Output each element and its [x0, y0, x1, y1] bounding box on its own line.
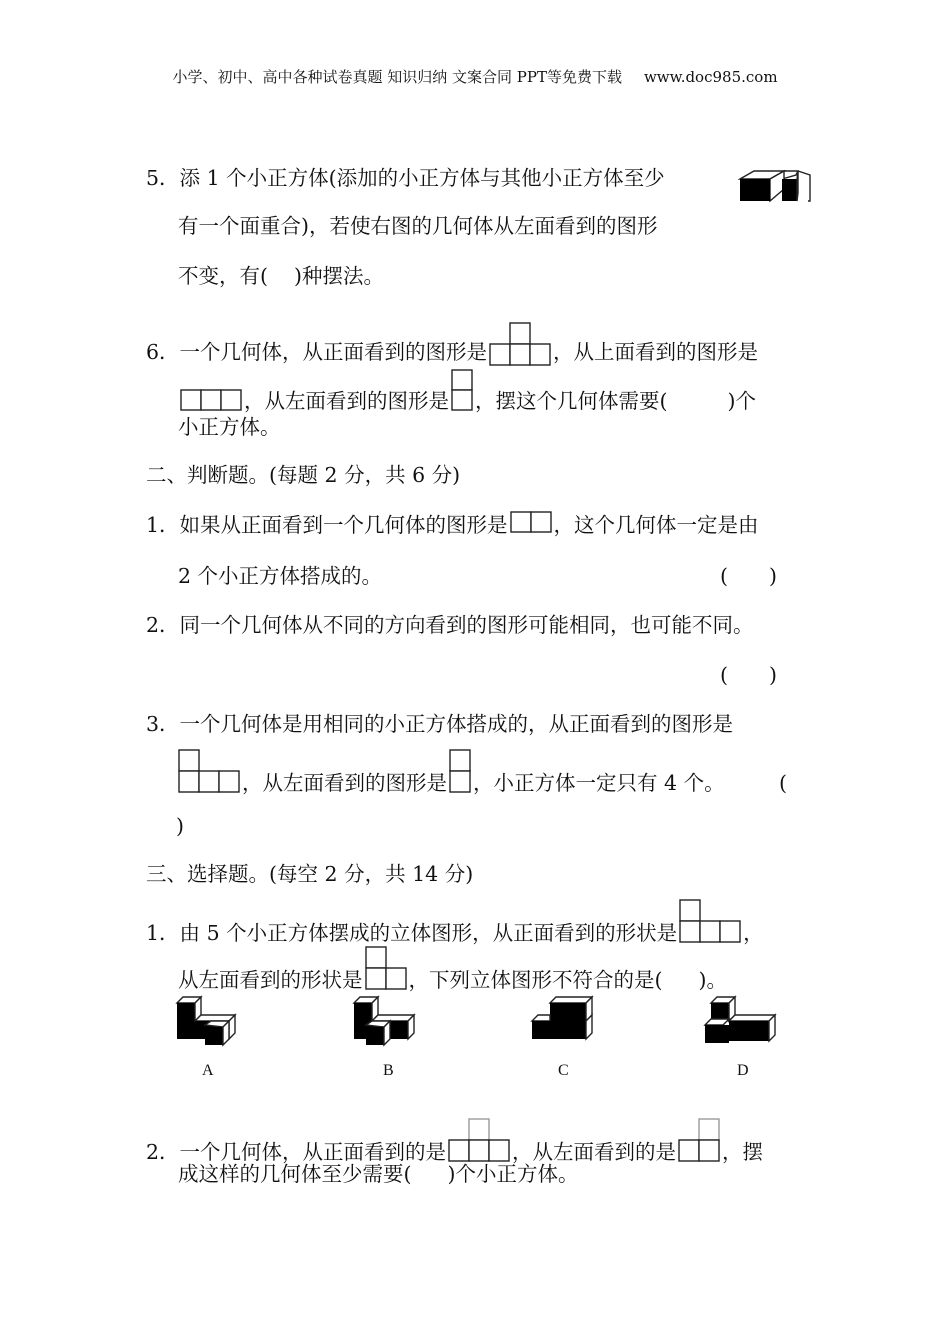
choice-option-b-figure[interactable] — [350, 995, 420, 1053]
choice-option-c-figure[interactable] — [530, 995, 600, 1047]
q5-number: 5． — [146, 166, 180, 190]
judge-q3-text-2a: ，从左面看到的图形是 — [242, 771, 447, 795]
judge-q1-line1 — [146, 510, 759, 539]
choice-q1-left-view-figure — [364, 945, 408, 991]
judge-q3-paren-open[interactable]: ( — [779, 771, 787, 795]
choice-q2-text-1b: ，从左面看到的是 — [512, 1140, 677, 1164]
judge-q3-number: 3． — [146, 712, 180, 736]
judge-q3-text-1: 一个几何体是用相同的小正方体搭成的，从正面看到的图形是 — [179, 712, 734, 736]
page-header — [0, 66, 950, 87]
q6-text-1b: ，从上面看到的图形是 — [553, 340, 759, 364]
choice-q2-line2 — [178, 1160, 579, 1188]
judge-q1-number: 1． — [146, 513, 180, 537]
q6-line3: 小正方体。 — [178, 415, 281, 439]
judge-q1-front-view-figure — [509, 510, 553, 534]
judge-q3-line1 — [146, 710, 733, 738]
judge-q2-answer-paren[interactable]: ( ) — [720, 663, 777, 687]
q6-left-view-figure — [450, 368, 474, 412]
section-judge-title: 二、判断题。(每题 2 分，共 6 分) — [146, 463, 461, 487]
judge-q3-paren-close: ) — [176, 814, 184, 838]
choice-q2-left-view-figure — [677, 1117, 721, 1163]
choice-q1-line2 — [178, 945, 727, 994]
choice-option-d-figure[interactable] — [703, 995, 779, 1053]
choice-q1-number: 1． — [146, 921, 180, 945]
choice-option-a-label[interactable]: A — [202, 1062, 214, 1079]
q6-text-2b: ，摆这个几何体需要( — [475, 389, 668, 413]
choice-option-c-label[interactable]: C — [558, 1062, 569, 1079]
q6-text-2a: ，从左面看到的图形是 — [244, 389, 449, 413]
header-left: 小学、初中、高中各种试卷真题 知识归纳 文案合同 PPT等免费下载 — [172, 68, 622, 86]
choice-option-a-figure[interactable] — [175, 995, 241, 1053]
q6-text-2c: )个 — [727, 389, 756, 413]
q5-line3 — [178, 262, 384, 290]
q5-text-1: 添 1 个小正方体(添加的小正方体与其他小正方体至少 — [179, 166, 665, 190]
choice-q2-text-2b: )个小正方体。 — [447, 1162, 579, 1186]
choice-q2-text-1c: ，摆 — [722, 1140, 764, 1164]
choice-q2-text-2: 成这样的几何体至少需要( — [178, 1162, 412, 1186]
choice-q2-text-1a: 一个几何体，从正面看到的是 — [179, 1140, 447, 1164]
choice-q1-text-2a: 从左面看到的形状是 — [178, 968, 363, 992]
q6-number: 6． — [146, 340, 180, 364]
judge-q2-line1 — [146, 611, 754, 639]
choice-q1-text-1b: ， — [743, 921, 764, 945]
choice-q1-text-2c: )。 — [698, 968, 727, 992]
q6-top-view-figure — [179, 388, 243, 412]
q5-solid-figure — [738, 165, 814, 203]
q6-line1 — [146, 321, 758, 367]
choice-q2-line1 — [146, 1117, 763, 1166]
choice-q1-text-2b: ，下列立体图形不符合的是( — [408, 968, 663, 992]
judge-q2-number: 2． — [146, 613, 180, 637]
choice-q2-number: 2． — [146, 1140, 180, 1164]
judge-q3-text-2b: ，小正方体一定只有 4 个。 — [473, 771, 725, 795]
choice-q2-front-view-figure — [447, 1117, 511, 1163]
section-choice-title: 三、选择题。(每空 2 分，共 14 分) — [146, 862, 474, 886]
judge-q1-answer-paren[interactable]: ( ) — [720, 564, 777, 588]
judge-q3-line2 — [176, 748, 725, 797]
choice-q1-line1 — [146, 898, 764, 947]
choice-option-d-label[interactable]: D — [737, 1062, 749, 1079]
header-url: www.doc985.com — [643, 68, 778, 86]
q5-line2: 有一个面重合)，若使右图的几何体从左面看到的图形 — [178, 214, 658, 238]
judge-q1-text-1a: 如果从正面看到一个几何体的图形是 — [179, 513, 508, 537]
choice-q1-front-view-figure — [678, 898, 742, 944]
q5-text-3a: 不变，有( — [178, 264, 268, 288]
q5-line1 — [146, 164, 665, 192]
judge-q3-front-view-figure — [177, 748, 241, 794]
choice-q1-text-1a: 由 5 个小正方体摆成的立体图形，从正面看到的形状是 — [179, 921, 678, 945]
q6-front-view-figure — [488, 321, 552, 367]
q6-line2 — [178, 368, 756, 415]
choice-option-b-label[interactable]: B — [383, 1062, 394, 1079]
q5-text-3b: )种摆法。 — [294, 264, 384, 288]
judge-q1-line2: 2 个小正方体搭成的。 — [178, 564, 383, 588]
judge-q1-text-1b: ，这个几何体一定是由 — [553, 513, 759, 537]
q6-text-1a: 一个几何体，从正面看到的图形是 — [179, 340, 488, 364]
judge-q3-left-view-figure — [448, 748, 472, 794]
judge-q2-text: 同一个几何体从不同的方向看到的图形可能相同，也可能不同。 — [179, 613, 754, 637]
